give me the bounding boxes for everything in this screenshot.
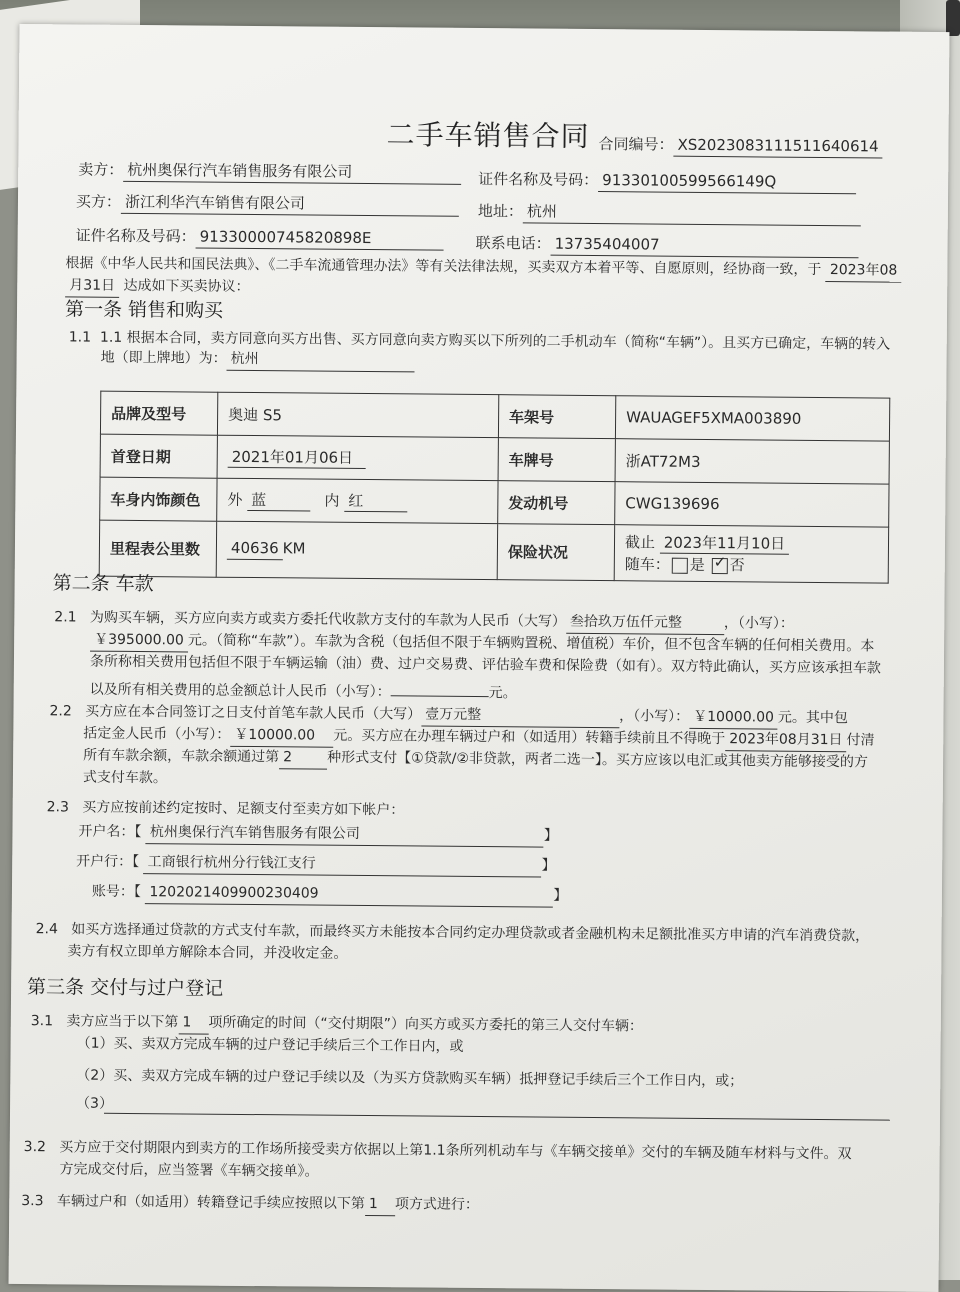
contract-number: 合同编号： XS2023083111511640614 [598, 133, 882, 158]
clause-3-1-option-2: （2）买、卖双方完成车辆的过户登记手续以及（为买方贷款购买车辆）抵押登记手续后三个工作日内，或； [76, 1067, 744, 1090]
clause-1-1-place: 地（即上牌地）为： 杭州 [101, 347, 415, 373]
mileage-cell: 40636 KM [216, 521, 497, 579]
clause-2-1b: ￥395000.00 元。（简称“车款”）。车款为含税（包括但不限于车辆购置税、增值税）车价，但不包含车辆的任何相关费用。本 [90, 629, 874, 659]
clause-3-2: 3.2 买方应于交付期限内到卖方的工作场所接受卖方依据以上第1.1条所列机动车与《车辆交接单》交付的车辆及随车材料与文件。双 [23, 1139, 852, 1163]
clause-2-1c: 条所称相关费用包括但不限于车辆运输（油）费、过户交易费、评估验车费和保险费（如有）。双方特此确认，买方应该承担车款 [89, 653, 881, 677]
page-title: 二手车销售合同 [386, 118, 590, 153]
brand-value: 奥迪 S5 [217, 392, 498, 437]
buyer-phone: 联系电话： 13735404007 [476, 232, 859, 258]
clause-3-1-option-1: （1）买、卖双方完成车辆的过户登记手续后三个工作日内，或 [76, 1035, 464, 1055]
buyer-row: 买方： 浙江利华汽车销售有限公司 [76, 190, 459, 216]
option-3-blank [104, 1113, 890, 1121]
clause-3-1: 3.1 卖方应当于以下第 1 项所确定的时间（“交付期限”）向买方或买方委托的第三人交付车辆： [30, 1013, 644, 1035]
clause-2-2d: 式支付车款。 [82, 769, 168, 787]
clause-2-3: 2.3 买方应按前述约定按时、足额支付至卖方如下帐户： [46, 799, 405, 819]
insurance-cell: 截止 2023年11月10日 随车： 是 ✓ 否 [614, 525, 888, 583]
clause-2-4: 2.4 如买方选择通过贷款的方式支付车款，而最终买方未能按本合同约定办理贷款或者金融机构未足额批准买方申请的汽车消费贷款， [35, 921, 870, 945]
engine-value: CWG139696 [615, 482, 889, 527]
checkbox-no[interactable] [712, 552, 728, 574]
brand-label: 品牌及型号 [100, 391, 217, 435]
seller-row: 卖方： 杭州奥保行汽车销售服务有限公司 [78, 158, 461, 184]
article-2-heading: 第二条 车款 [52, 572, 154, 596]
plate-value: 浙AT72M3 [615, 439, 889, 484]
clause-1-1: 1.1 1.1 根据本合同，卖方同意向买方出售、买方同意向卖方购买以下所列的二手机动车（简称“车辆”）。且买方已确定，车辆的转入 [68, 329, 891, 353]
account-number-row: 账号：【 1202021409900230409 】 [92, 881, 568, 908]
clause-2-2b: 括定金人民币（小写）： ￥10000.00 元。买方应在办理车辆过户和（如适用）转籍手续前且不得晚于 2023年08月31日 付清 [83, 723, 874, 753]
clause-3-3: 3.3 车辆过户和（如适用）转籍登记手续应按照以下第 1 项方式进行： [21, 1190, 479, 1217]
engine-label: 发动机号 [498, 481, 615, 525]
article-1-heading: 第一条 销售和购买 [64, 298, 224, 322]
buyer-address: 地址： 杭州 [478, 200, 861, 226]
clause-2-2c: 所有车款余额，车款余额通过第 2 种形式支付【①贷款/②非贷款，两者二选一】。买方应该以电汇或其他卖方能够接受的方 [83, 747, 869, 771]
account-name-row: 开户名：【 杭州奥保行汽车销售服务有限公司 】 [78, 821, 558, 848]
clause-3-1-option-3: （3） [76, 1095, 114, 1112]
plate-label: 车牌号 [498, 438, 615, 482]
vin-label: 车架号 [498, 395, 615, 439]
clause-3-2b: 方完成交付后，应当签署《车辆交接单》。 [59, 1161, 319, 1180]
reg-value: 2021年01月06日 [228, 446, 366, 469]
seller-id: 证件名称及号码： 91330100599566149Q [478, 168, 856, 194]
clause-2-4b: 卖方有权立即单方解除本合同，并没收定金。 [67, 943, 348, 962]
contract-page [9, 24, 950, 1292]
color-label: 车身内饰颜色 [100, 477, 217, 521]
insurance-date: 2023年11月10日 [660, 532, 790, 555]
checkmark-icon: ✓ [713, 552, 727, 571]
clause-2-1: 2.1 为购买车辆，买方应向卖方或卖方委托代收款方支付的车款为人民币（大写） 叁拾玖万伍仟元整 ，（小写）： [54, 606, 794, 635]
reg-cell [217, 435, 498, 480]
color-cell: 外 蓝 内 红 [217, 478, 498, 523]
buyer-id: 证件名称及号码： 91330000745820898E [76, 224, 444, 250]
device-tab [946, 0, 960, 36]
clause-2-1d: 以及所有相关费用的总金额总计人民币（小写）： 元。 [90, 673, 517, 705]
inner-color: 红 [344, 490, 407, 513]
mileage-label: 里程表公里数 [99, 520, 216, 577]
checkbox-yes[interactable] [672, 557, 688, 573]
reg-label: 首登日期 [100, 434, 217, 478]
clause-2-2: 2.2 买方应在本合同签订之日支付首笔车款人民币（大写） 壹万元整 ，（小写）： ￥10000.00 元。其中包 [49, 700, 848, 730]
mileage-value: 40636 [227, 539, 283, 560]
vehicle-table [99, 391, 891, 584]
insurance-label: 保险状况 [497, 524, 614, 581]
outer-color: 蓝 [247, 489, 310, 512]
preamble-2: 月31日 达成如下买卖协议： [65, 274, 249, 299]
article-3-heading: 第三条 交付与过户登记 [27, 976, 224, 1000]
account-bank-row: 开户行：【 工商银行杭州分行钱江支行 】 [76, 850, 556, 877]
preamble: 根据《中华人民共和国民法典》、《二手车流通管理办法》等有关法律法规，买卖双方本着平等、自愿原则，经协商一致，于 2023年08 [65, 252, 901, 282]
vin-value: WAUAGEF5XMA003890 [615, 396, 889, 441]
